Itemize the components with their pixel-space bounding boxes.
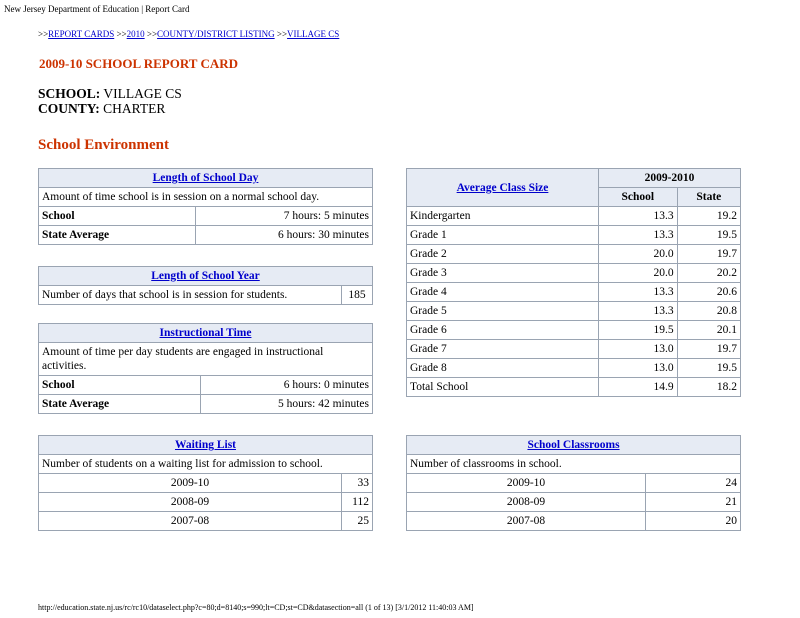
report-title: 2009-10 SCHOOL REPORT CARD	[39, 56, 239, 71]
instructional-time-state-value: 5 hours: 42 minutes	[201, 395, 373, 414]
length-of-day-description: Amount of time school is in session on a normal school day.	[39, 188, 373, 207]
table-row: Grade 3 20.0 20.2	[407, 264, 741, 283]
class-size-col-school: School	[599, 188, 678, 207]
instructional-time-link[interactable]: Instructional Time	[159, 327, 252, 339]
footer-url: http://education.state.nj.us/rc/rc10/dataselect.php?c=80;d=8140;s=990;lt=CD;st=CD&datasection=all (1 of 13) [3/1/2012 11:40:03 AM]	[38, 603, 474, 612]
breadcrumb-2010-link[interactable]: 2010	[126, 29, 145, 39]
length-of-day-school-value: 7 hours: 5 minutes	[196, 207, 373, 226]
school-value: VILLAGE CS	[103, 86, 182, 101]
school-info	[38, 86, 182, 116]
breadcrumb-village-cs-link[interactable]: VILLAGE CS	[287, 29, 340, 39]
breadcrumb-report-cards-link[interactable]: REPORT CARDS	[48, 29, 115, 39]
county-label: COUNTY:	[38, 101, 100, 116]
class-size-link[interactable]: Average Class Size	[456, 181, 549, 194]
classrooms-table	[406, 435, 741, 531]
table-row: 2008-09 112	[39, 493, 373, 512]
table-row: Grade 8 13.0 19.5	[407, 359, 741, 378]
class-size-col-state: State	[677, 188, 740, 207]
waiting-list-table	[38, 435, 373, 531]
section-title: School Environment	[38, 137, 169, 153]
length-of-year-table	[38, 266, 373, 305]
table-row: 2009-10 24	[407, 474, 741, 493]
table-row: Grade 6 19.5 20.1	[407, 321, 741, 340]
classrooms-link[interactable]: School Classrooms	[527, 439, 620, 451]
length-of-day-table	[38, 168, 373, 245]
length-of-day-state-label: State Average	[39, 226, 196, 245]
table-row: Grade 7 13.0 19.7	[407, 340, 741, 359]
instructional-time-school-value: 6 hours: 0 minutes	[201, 376, 373, 395]
instructional-time-table	[38, 323, 373, 414]
table-row: 2009-10 33	[39, 474, 373, 493]
breadcrumb: >>REPORT CARDS >>2010 >>COUNTY/DISTRICT LISTING >>VILLAGE CS	[38, 29, 340, 39]
table-row: Kindergarten 13.3 19.2	[407, 207, 741, 226]
waiting-list-description: Number of students on a waiting list for admission to school.	[39, 455, 373, 474]
school-label: SCHOOL:	[38, 86, 101, 101]
table-row: Grade 4 13.3 20.6	[407, 283, 741, 302]
length-of-year-value: 185	[342, 286, 373, 305]
table-row: Total School 14.9 18.2	[407, 378, 741, 397]
length-of-year-description: Number of days that school is in session for students.	[39, 286, 342, 305]
instructional-time-school-label: School	[39, 376, 201, 395]
table-row: Grade 2 20.0 19.7	[407, 245, 741, 264]
window-title: New Jersey Department of Education | Report Card	[4, 4, 190, 14]
length-of-day-state-value: 6 hours: 30 minutes	[196, 226, 373, 245]
length-of-day-school-label: School	[39, 207, 196, 226]
table-row: Grade 1 13.3 19.5	[407, 226, 741, 245]
table-row: 2007-08 20	[407, 512, 741, 531]
length-of-day-link[interactable]: Length of School Day	[152, 172, 259, 184]
table-row: 2007-08 25	[39, 512, 373, 531]
class-size-year: 2009-2010	[599, 169, 741, 188]
instructional-time-description: Amount of time per day students are engaged in instructional activities.	[39, 343, 373, 376]
length-of-year-link[interactable]: Length of School Year	[151, 270, 260, 282]
table-row: Grade 5 13.3 20.8	[407, 302, 741, 321]
county-value: CHARTER	[103, 101, 166, 116]
table-row: 2008-09 21	[407, 493, 741, 512]
breadcrumb-county-district-link[interactable]: COUNTY/DISTRICT LISTING	[157, 29, 275, 39]
classrooms-description: Number of classrooms in school.	[407, 455, 741, 474]
class-size-table	[406, 168, 741, 397]
waiting-list-link[interactable]: Waiting List	[174, 439, 237, 451]
instructional-time-state-label: State Average	[39, 395, 201, 414]
